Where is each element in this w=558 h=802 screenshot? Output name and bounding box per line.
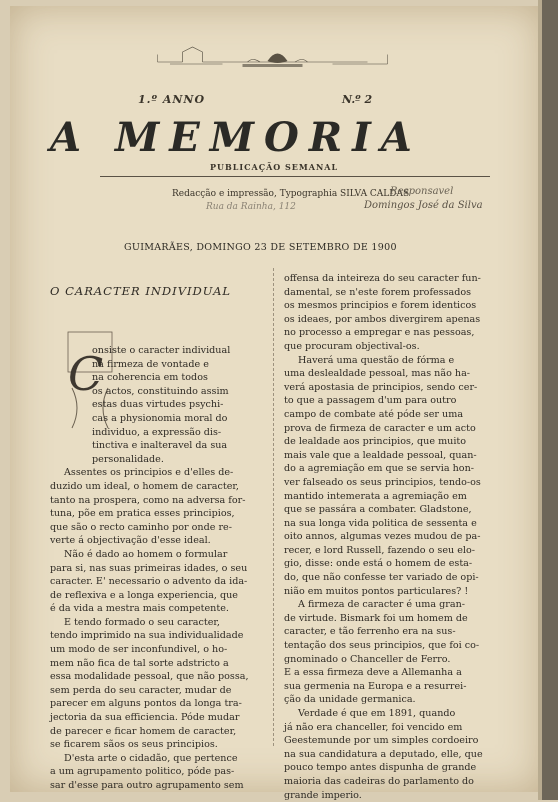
left-column [50, 344, 262, 793]
text-line: gio, disse: onde está o homem de esta- [284, 558, 473, 570]
text-line: tendo imprimido na sua individualidade [50, 630, 244, 642]
text-line: Haverá uma questão de fórma e [298, 354, 455, 366]
column-divider [273, 268, 275, 746]
text-line: já não era chanceller, foi vencido em [284, 721, 463, 733]
issue-year: 1.º ANNO [138, 93, 206, 106]
text-line: gnominado o Chanceller de Ferro. [284, 653, 451, 665]
text-line: duzido um ideal, o homem de caracter, [50, 480, 239, 492]
text-line: para si, nas suas primeiras idades, o seu [50, 562, 248, 574]
text-line: tanto na prospera, como na adversa for- [50, 494, 246, 506]
text-line: estas duas virtudes psychi- [92, 399, 224, 411]
text-line: sua germenia na Europa e a resurrei- [284, 680, 467, 692]
text-line: sem perda do seu caracter, mudar de [50, 684, 232, 696]
text-line: a um agrupamento politico, póde pas- [50, 766, 235, 778]
text-line: Verdade é que em 1891, quando [298, 708, 456, 719]
text-line: na sua longa vida politica de sessenta e [284, 517, 477, 529]
text-line: Geestemunde por um simples cordoeiro [284, 735, 479, 747]
text-line: que se passára a combater. Gladstone, [284, 504, 472, 516]
text-line: Não é dado ao homem o formular [64, 548, 228, 560]
text-line: uma deslealdade pessoal, mas não ha- [284, 368, 471, 380]
text-line: personalidade. [92, 453, 164, 465]
masthead-ornament [30, 42, 520, 72]
text-line: verá apostasia de principios, sendo cer- [284, 381, 478, 393]
newspaper-title: A MEMORIA [50, 114, 422, 161]
text-line: onsiste o caracter individual [92, 345, 231, 356]
text-line: nião em muitos pontos particulares? ! [284, 585, 469, 597]
text-line: recer, e lord Russell, fazendo o seu elo- [284, 544, 476, 556]
text-line: individuo, a expressão dis- [92, 426, 222, 438]
text-line: tinctiva e inalteravel da sua [92, 440, 228, 452]
text-line: na sua candidatura a deputado, elle, que [284, 748, 483, 760]
text-line: tuna, põe em pratica esses principios, [50, 508, 235, 520]
newspaper-page [10, 6, 542, 801]
text-line: damental, se n'este forem professados [284, 286, 472, 298]
text-line: jectoria da sua efficiencia. Póde mudar [50, 712, 240, 724]
text-line: cas a physionomia moral do [92, 412, 228, 424]
issue-number: N.º 2 [342, 93, 373, 106]
right-column [284, 272, 512, 802]
text-line: tentação dos seus principios, que foi co- [284, 640, 480, 652]
text-line: ção da unidade germanica. [284, 694, 416, 706]
text-line: E tendo formado o seu caracter, [64, 616, 220, 628]
text-line: parecer em alguns pontos da longa tra- [50, 698, 242, 710]
text-line: do, que não confesse ter variado de opi- [284, 572, 479, 584]
newspaper-subtitle: PUBLICAÇÃO SEMANAL [210, 162, 339, 172]
text-line: campo de combate até póde ser uma [284, 408, 464, 420]
text-line: de lealdade aos principios, que muito [284, 436, 467, 448]
text-line: sar d'esse para outro agrupamento sem [50, 780, 244, 791]
responsible-label: Responsavel [390, 186, 454, 197]
text-line: um modo de ser inconfundivel, o ho- [50, 644, 228, 656]
text-line: pouco tempo antes dispunha de grande [284, 762, 477, 774]
text-line: é da vida a mestra mais competente. [50, 603, 229, 615]
binding-spine [542, 0, 558, 800]
text-line: oito annos, algumas vezes mudou de pa- [284, 531, 481, 543]
text-line: do a agremiação em que se servia hon- [284, 463, 475, 475]
text-line: de reflexiva e a longa experiencia, que [50, 589, 238, 601]
text-line: que procuram objectival-os. [284, 340, 420, 352]
text-line: essa modalidade pessoal, que não possa, [50, 671, 249, 683]
text-line: Assentes os principios e d'elles de- [64, 467, 234, 479]
text-line: mais vale que a lealdade pessoal, quan- [284, 449, 477, 461]
street-address: Rua da Rainha, 112 [206, 202, 296, 212]
text-line: D'esta arte o cidadão, que pertence [64, 752, 238, 764]
text-line: caracter. E' necessario o advento da ida- [50, 576, 248, 588]
text-line: maioria das cadeiras do parlamento do [284, 775, 474, 787]
dateline: GUIMARÃES, DOMINGO 23 DE SETEMBRO DE 1900 [124, 242, 397, 253]
text-line: de parecer e ficar homem de caracter, [50, 725, 237, 737]
text-line: mem não fica de tal sorte adstricto a [50, 657, 229, 669]
text-line: prova de firmeza de caracter e um acto [284, 422, 476, 434]
text-line: to que a passagem d'um para outro [284, 395, 457, 407]
text-line: E a essa firmeza deve a Allemanha a [284, 667, 462, 679]
editorial-address: Redacção e impressão, Typographia SILVA CALDAS [172, 189, 410, 199]
text-line: de virtude. Bismark foi um homem de [284, 612, 468, 624]
responsible-name: Domingos José da Silva [364, 200, 483, 211]
text-line: se ficarem sãos os seus principios. [50, 739, 218, 751]
text-line: que são o recto caminho por onde re- [50, 521, 232, 533]
text-line: ver falseado os seus principios, tendo-os [284, 476, 481, 488]
text-line: os ideaes, por ambos divergirem apenas [284, 313, 481, 325]
text-line: verte á objectivação d'esse ideal. [50, 535, 211, 547]
text-line: A firmeza de caracter é uma gran- [298, 599, 466, 611]
text-line: na coherencia em todos [92, 372, 208, 384]
text-line: grande imperio. [284, 789, 362, 801]
text-line: os actos, constituindo assim [92, 385, 229, 397]
article-heading: O CARACTER INDIVIDUAL [50, 284, 232, 298]
text-line: os mesmos principios e forem identicos [284, 300, 477, 312]
text-line: no processo a empregar e nas pessoas, [284, 327, 475, 339]
text-line: mantido intemerata a agremiação em [284, 490, 467, 502]
drop-cap-letter: C [68, 347, 104, 401]
text-line: caracter, e tão ferrenho era na sus- [284, 626, 456, 638]
text-line: na firmeza de vontade e [92, 358, 209, 370]
text-line: offensa da inteireza do seu caracter fun- [284, 273, 481, 284]
